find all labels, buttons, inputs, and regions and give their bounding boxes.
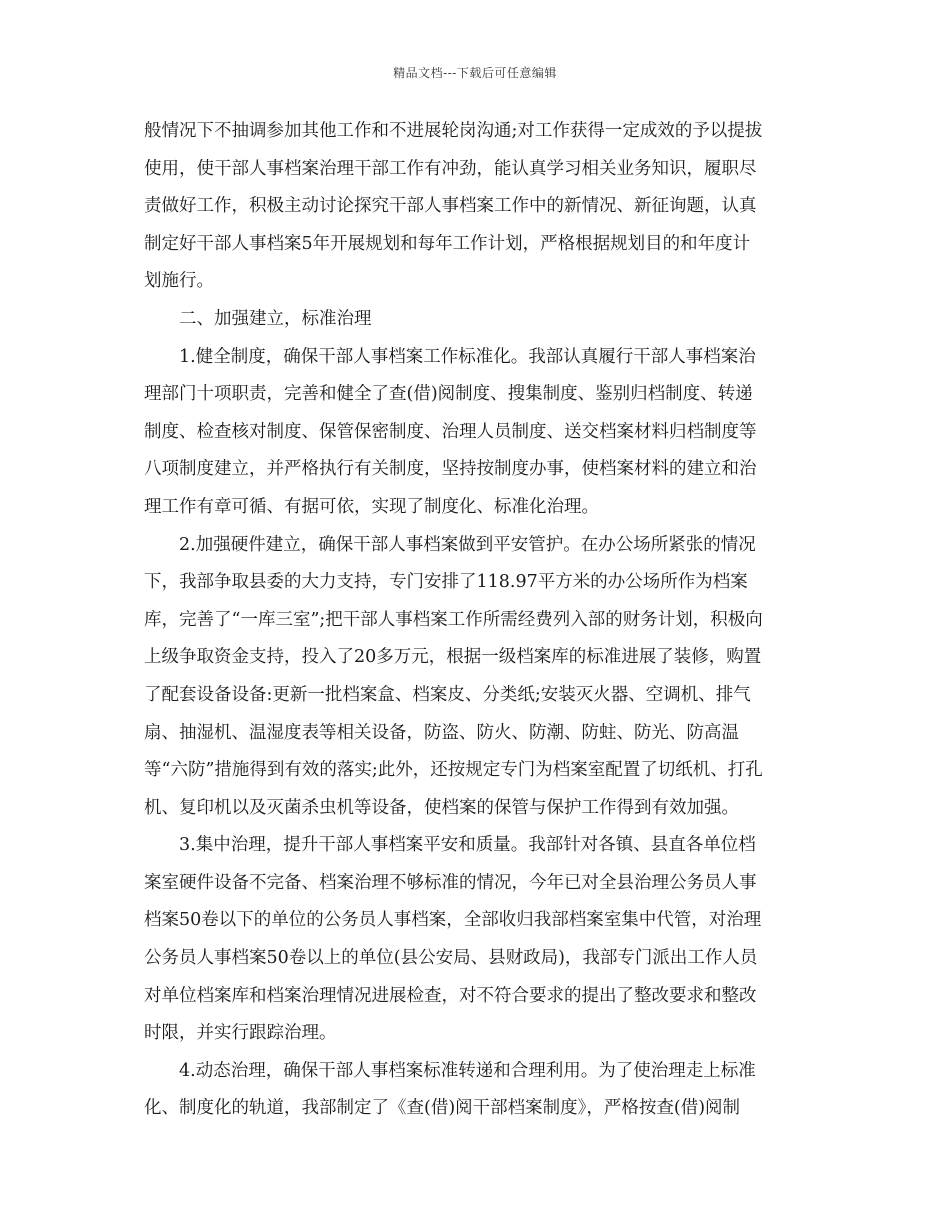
- text-line: 责做好工作，积极主动讨论探究干部人事档案工作中的新情况、新征询题，认真: [144, 196, 757, 217]
- text-line: 档案50卷以下的单位的公务员人事档案，全部收归我部档案室集中代管，对治理: [144, 910, 762, 931]
- text-line: 下，我部争取县委的大力支持，专门安排了118.97平方米的办公场所作为档案: [144, 572, 748, 593]
- text-line: 上级争取资金支持，投入了20多万元，根据一级档案库的标准进展了装修，购置: [144, 647, 762, 668]
- text-line: 机、复印机以及灭菌杀虫机等设备，使档案的保管与保护工作得到有效加强。: [144, 797, 739, 818]
- text-line: 库，完善了“一库三室”;把干部人事档案工作所需经费列入部的财务计划，积极向: [144, 609, 763, 630]
- text-line: 对单位档案库和档案治理情况进展检查，对不符合要求的提出了整改要求和整改: [144, 985, 757, 1006]
- text-line: 2.加强硬件建立，确保干部人事档案做到平安管护。在办公场所紧张的情况: [179, 534, 756, 555]
- text-line: 制定好干部人事档案5年开展规划和每年工作计划，严格根据规划目的和年度计: [144, 233, 751, 254]
- text-line: 等“六防”措施得到有效的落实;此外，还按规定专门为档案室配置了切纸机、打孔: [144, 760, 763, 781]
- text-line: 使用，使干部人事档案治理干部工作有冲劲，能认真学习相关业务知识，履职尽: [144, 158, 757, 179]
- text-line: 3.集中治理，提升干部人事档案平安和质量。我部针对各镇、县直各单位档: [179, 835, 756, 856]
- text-line: 八项制度建立，并严格执行有关制度，坚持按制度办事，使档案材料的建立和治: [144, 459, 757, 480]
- document-body: [144, 113, 804, 1128]
- text-line: 时限，并实行跟踪治理。: [144, 1023, 337, 1044]
- text-line: 4.动态治理，确保干部人事档案标准转递和合理利用。为了使治理走上标准: [179, 1060, 756, 1081]
- text-line: 1.健全制度，确保干部人事档案工作标准化。我部认真履行干部人事档案治: [179, 346, 756, 367]
- text-line: 案室硬件设备不完备、档案治理不够标准的情况，今年已对全县治理公务员人事: [144, 872, 757, 893]
- text-line: 二、加强建立，标准治理: [179, 308, 372, 329]
- text-line: 公务员人事档案50卷以上的单位(县公安局、县财政局)，我部专门派出工作人员: [144, 948, 758, 969]
- page-header: 精品文档---下载后可任意编辑: [393, 66, 557, 80]
- text-line: 般情况下不抽调参加其他工作和不进展轮岗沟通;对工作获得一定成效的予以提拔: [144, 121, 763, 141]
- text-line: 理工作有章可循、有据可依，实现了制度化、标准化治理。: [144, 496, 599, 517]
- text-line: 制度、检查核对制度、保管保密制度、治理人员制度、送交档案材料归档制度等: [144, 421, 757, 442]
- text-line: 了配套设备设备:更新一批档案盒、档案皮、分类纸;安装灭火器、空调机、排气: [144, 684, 751, 705]
- text-line: 划施行。: [144, 271, 214, 292]
- text-line: 化、制度化的轨道，我部制定了《查(借)阅干部档案制度》，严格按查(借)阅制: [144, 1098, 741, 1119]
- text-line: 理部门十项职责，完善和健全了查(借)阅制度、搜集制度、鉴别归档制度、转递: [144, 384, 753, 405]
- text-line: 扇、抽湿机、温湿度表等相关设备，防盗、防火、防潮、防蛀、防光、防高温: [144, 722, 739, 743]
